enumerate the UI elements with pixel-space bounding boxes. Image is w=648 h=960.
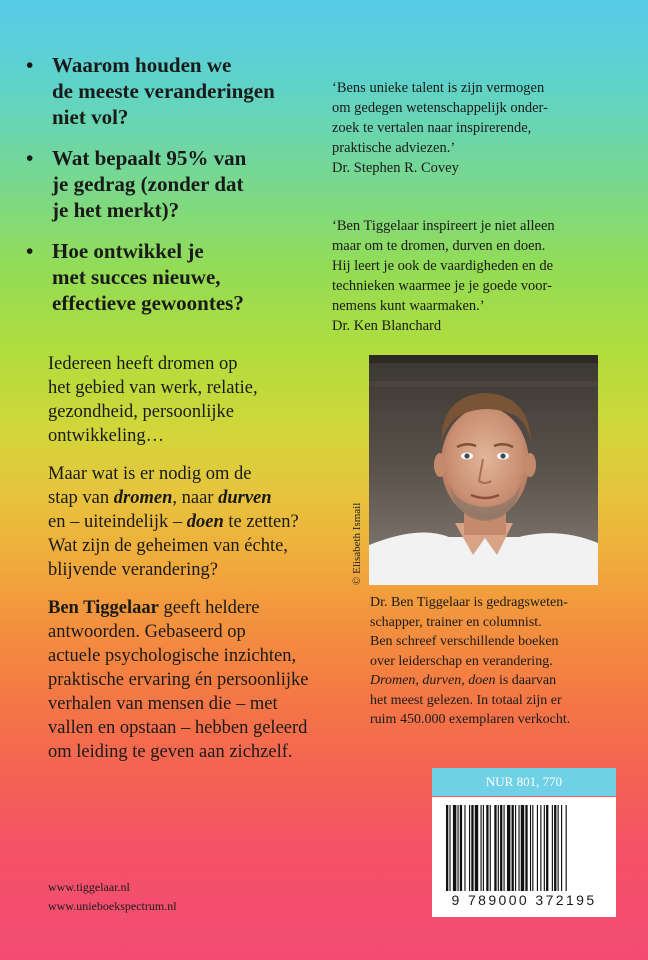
website-links — [48, 878, 177, 916]
blurb-text: te zetten? Wat zijn de geheimen van échte, blijvende verandering? — [48, 512, 299, 580]
portrait-image — [369, 355, 598, 585]
bio-text: Dr. Ben Tiggelaar is gedragsweten- schapper, trainer en columnist. Ben schreef verschillende boeken over leiderschap en verandering. — [370, 595, 568, 669]
blurb — [48, 352, 343, 778]
question-item — [22, 145, 322, 223]
question-list — [22, 52, 322, 331]
blurb-emphasis: durven — [218, 488, 272, 508]
blurb-emphasis: dromen — [113, 488, 173, 508]
book-title: Dromen, durven, doen — [370, 673, 496, 688]
barcode-icon — [446, 805, 602, 891]
question-text: Hoe ontwikkel je met succes nieuwe, effectieve gewoontes? — [52, 239, 244, 315]
endorsement-quote — [332, 58, 632, 198]
question-text: Waarom houden we de meeste veranderingen niet vol? — [52, 53, 275, 129]
quote-author: Dr. Ken Blanchard — [332, 318, 442, 334]
quote-text: ‘Ben Tiggelaar inspireert je niet alleen maar om te dromen, durven en doen. Hij leert je ook de vaardigheden en de technieken waarmee je je goede voor- nemens kunt waarmaken.’ — [332, 218, 555, 314]
author-name: Ben Tiggelaar — [48, 598, 159, 618]
author-bio — [370, 593, 620, 730]
website-link[interactable]: www.tiggelaar.nl — [48, 880, 130, 894]
quote-author: Dr. Stephen R. Covey — [332, 160, 459, 176]
question-item — [22, 238, 322, 316]
photo-credit: © Elisabeth Ismail — [351, 502, 363, 585]
isbn-number: 9 789000 372195 — [451, 892, 597, 908]
question-item — [22, 52, 322, 130]
blurb-paragraph — [48, 596, 343, 764]
author-portrait — [369, 355, 598, 585]
bullet-icon: • — [26, 239, 34, 263]
blurb-paragraph — [48, 462, 343, 582]
quote-text: ‘Bens unieke talent is zijn vermogen om gedegen wetenschappelijk onder- zoek te vertalen naar inspirerende, praktische adviezen.’ — [332, 80, 548, 156]
question-text: Wat bepaalt 95% van je gedrag (zonder dat je het merkt)? — [52, 146, 247, 222]
barcode — [432, 797, 616, 917]
nur-code: NUR 801, 770 — [432, 768, 616, 796]
blurb-text: en – uiteindelijk – — [48, 512, 183, 532]
website-link[interactable]: www.unieboekspectrum.nl — [48, 899, 177, 913]
blurb-text: Maar wat is er nodig om de stap van — [48, 464, 252, 508]
blurb-text: geeft heldere antwoorden. Gebaseerd op actuele psychologische inzichten, praktische ervaring én persoonlijke verhalen van mensen die – met vallen en opstaan – hebben geleerd om leiding te geven aan zichzelf. — [48, 598, 309, 762]
bio-text: is daarvan het meest gelezen. In totaal zijn er ruim 450.000 exemplaren verkocht. — [370, 673, 571, 727]
blurb-paragraph: Iedereen heeft dromen op het gebied van werk, relatie, gezondheid, persoonlijke ontwikkeling… — [48, 354, 258, 446]
bullet-icon: • — [26, 53, 34, 77]
bullet-icon: • — [26, 146, 34, 170]
blurb-emphasis: doen — [186, 512, 224, 532]
blurb-text: , naar — [172, 488, 219, 508]
endorsement-quote — [332, 196, 632, 356]
